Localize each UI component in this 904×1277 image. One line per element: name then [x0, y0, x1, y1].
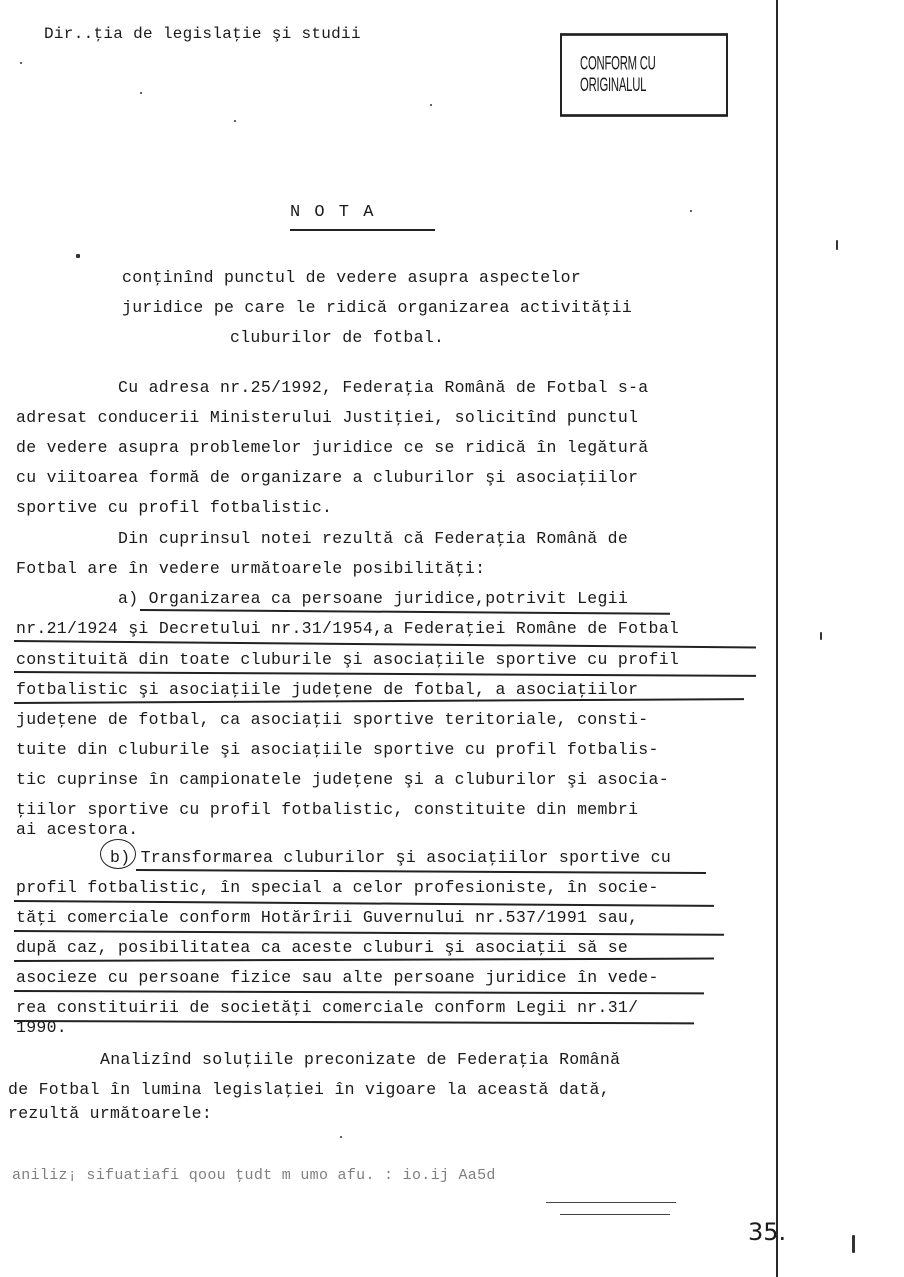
scan-speck	[20, 62, 22, 64]
scribble-mark	[546, 1202, 676, 1203]
option-a-line: constituită din toate cluburile şi asociaţiile sportive cu profil	[16, 650, 680, 669]
department-header: Dir..ţia de legislaţie şi studii	[44, 25, 361, 43]
handwritten-underline	[14, 640, 756, 648]
handwritten-underline	[14, 1020, 694, 1024]
document-title: N O T A	[290, 203, 376, 222]
option-a-line: tic cuprinse în campionatele judeţene şi a cluburilor şi asocia-	[16, 770, 669, 789]
scan-speck	[140, 92, 142, 94]
scan-speck	[76, 254, 80, 258]
option-a-line: ai acestora.	[16, 820, 139, 839]
paragraph-line: Cu adresa nr.25/1992, Federaţia Română de Fotbal s-a	[118, 378, 649, 397]
scan-speck	[690, 210, 692, 212]
option-b-line: asocieze cu persoane fizice sau alte persoane juridice în vede-	[16, 968, 659, 987]
bleed-through-text: aniliz¡ sifuatiafi qoou ţudt m umo afu. : io.ij Aa5d	[12, 1167, 496, 1184]
title-underline	[290, 229, 435, 231]
handwritten-underline	[14, 958, 714, 962]
option-a-line: tuite din cluburile şi asociaţiile sportive cu profil fotbalis-	[16, 740, 659, 759]
paragraph-line: Din cuprinsul notei rezultă că Federaţia Română de	[118, 529, 629, 548]
option-b-line: profil fotbalistic, în special a celor profesioniste, în socie-	[16, 878, 659, 897]
subtitle-line: conţinînd punctul de vedere asupra aspectelor	[122, 268, 582, 287]
scan-speck	[234, 120, 236, 122]
handwritten-underline	[14, 900, 714, 906]
subtitle-line: juridice pe care le ridică organizarea activităţii	[122, 298, 633, 317]
scan-speck	[340, 1136, 342, 1138]
option-a-line: nr.21/1924 şi Decretului nr.31/1954,a Federaţiei Române de Fotbal	[16, 619, 680, 638]
paragraph-line: Analizînd soluţiile preconizate de Federaţia Română	[100, 1050, 621, 1069]
handwritten-underline	[14, 671, 756, 676]
option-a-line: ţiilor sportive cu profil fotbalistic, constituite din membri	[16, 800, 639, 819]
scan-speck	[430, 104, 432, 106]
conform-stamp	[560, 33, 728, 117]
paragraph-line: adresat conducerii Ministerului Justiţiei, solicitînd punctul	[16, 408, 639, 427]
scan-speck	[820, 632, 822, 640]
page-number: 35.	[748, 1218, 787, 1246]
handwritten-underline	[136, 869, 706, 874]
paragraph-line: rezultă următoarele:	[8, 1104, 213, 1123]
option-b-line: tăţi comerciale conform Hotărîrii Guvernului nr.537/1991 sau,	[16, 908, 639, 927]
stamp-text: CONFORM CU ORIGINALUL	[580, 53, 656, 97]
handwritten-underline	[140, 609, 670, 614]
handwritten-underline	[14, 990, 704, 994]
option-b-line: 1990.	[16, 1018, 68, 1037]
paragraph-line: de Fotbal în lumina legislaţiei în vigoare la această dată,	[8, 1080, 610, 1099]
page-fold-line	[776, 0, 778, 1277]
scribble-mark	[560, 1214, 670, 1215]
paragraph-line: cu viitoarea formă de organizare a cluburilor şi asociaţiilor	[16, 468, 639, 487]
handwritten-underline	[14, 930, 724, 935]
paragraph-line: de vedere asupra problemelor juridice ce se ridică în legătură	[16, 438, 649, 457]
option-a-line: fotbalistic şi asociaţiile judeţene de fotbal, a asociaţiilor	[16, 680, 639, 699]
option-a-line: a) Organizarea ca persoane juridice,potrivit Legii	[118, 589, 629, 608]
option-b-line: rea constituirii de societăţi comerciale conform Legii nr.31/	[16, 998, 639, 1017]
scan-speck	[852, 1235, 855, 1253]
option-a-line: judeţene de fotbal, ca asociaţii sportive teritoriale, consti-	[16, 710, 649, 729]
option-b-line: b) Transformarea cluburilor şi asociaţiilor sportive cu	[110, 848, 672, 867]
paragraph-line: sportive cu profil fotbalistic.	[16, 498, 333, 517]
scan-speck	[836, 240, 838, 250]
subtitle-line: cluburilor de fotbal.	[230, 328, 445, 347]
paragraph-line: Fotbal are în vedere următoarele posibilităţi:	[16, 559, 486, 578]
option-b-line: după caz, posibilitatea ca aceste cluburi şi asociaţii să se	[16, 938, 629, 957]
